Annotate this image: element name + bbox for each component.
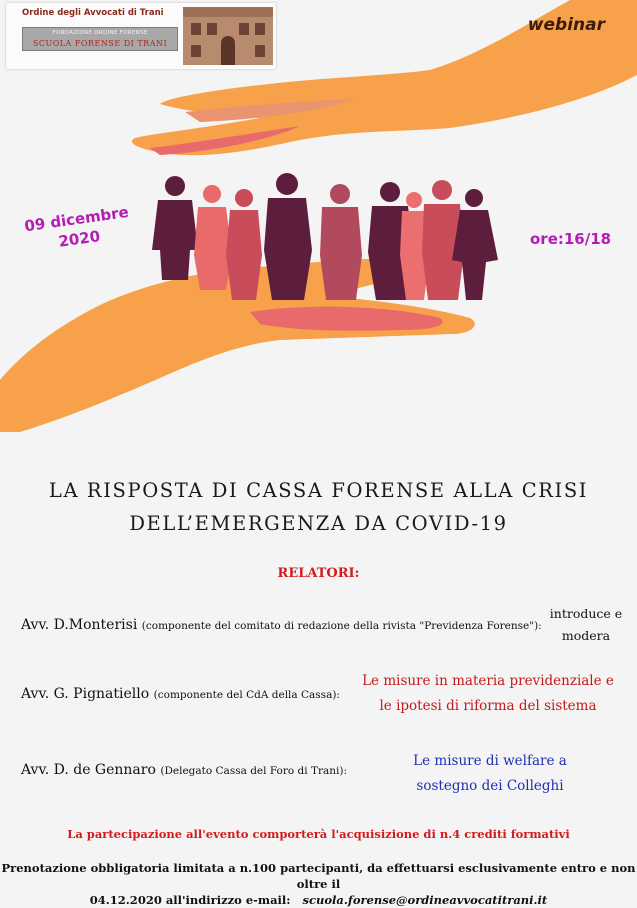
topic-line: le ipotesi di riforma del sistema	[379, 698, 597, 714]
topic-line: modera	[561, 628, 611, 643]
speaker-entry	[21, 686, 340, 702]
hero-illustration	[0, 0, 637, 440]
booking-line-1: Prenotazione obbligatoria limitata a n.100 partecipanti, da effettuarsi esclusivamente entro e non oltre il	[1, 861, 636, 891]
topic-line: introduce e	[549, 606, 623, 621]
topic-line: sostegno dei Colleghi	[416, 778, 564, 794]
speaker-topic	[352, 669, 624, 719]
speaker-entry	[21, 617, 542, 633]
speaker-topic	[540, 603, 632, 647]
booking-email: scuola.forense@ordineavvocatitrani.it	[302, 893, 548, 907]
building-image	[183, 7, 273, 65]
topic-line: Le misure in materia previdenziale e	[362, 673, 614, 689]
page-title	[0, 474, 637, 540]
school-banner	[22, 27, 178, 51]
school-name: SCUOLA FORENSE DI TRANI	[32, 39, 168, 48]
speaker-topic	[400, 749, 580, 799]
organization-name: Ordine degli Avvocati di Trani	[22, 8, 164, 18]
foundation-name: FONDAZIONE ORDINE FORENSE	[52, 30, 148, 36]
speaker-name: Avv. D.Monterisi	[21, 617, 138, 633]
event-format: webinar	[527, 15, 605, 35]
speaker-role: (Delegato Cassa del Foro di Trani):	[160, 765, 347, 777]
event-date: 09 dicembre 2020	[23, 202, 130, 251]
credits-notice: La partecipazione all'evento comporterà l'acquisizione di n.4 crediti formativi	[67, 827, 570, 841]
booking-deadline: 04.12.2020 all'indirizzo e-mail:	[89, 893, 291, 907]
title-line-1: LA RISPOSTA DI CASSA FORENSE ALLA CRISI	[48, 479, 589, 502]
title-line-2: DELL’EMERGENZA DA COVID-19	[129, 512, 508, 535]
speakers-heading: RELATORI:	[277, 566, 360, 581]
topic-line: Le misure di welfare a	[413, 753, 567, 769]
event-time: ore:16/18	[530, 230, 612, 248]
speaker-role: (componente del comitato di redazione della rivista "Previdenza Forense"):	[141, 620, 542, 632]
people-group	[152, 173, 498, 300]
speaker-role: (componente del CdA della Cassa):	[153, 689, 340, 701]
speaker-name: Avv. D. de Gennaro	[21, 762, 156, 778]
booking-notice	[0, 860, 637, 908]
logo	[6, 3, 276, 69]
speaker-name: Avv. G. Pignatiello	[21, 686, 150, 702]
speaker-entry	[21, 762, 347, 778]
booking-line-2	[0, 892, 637, 908]
